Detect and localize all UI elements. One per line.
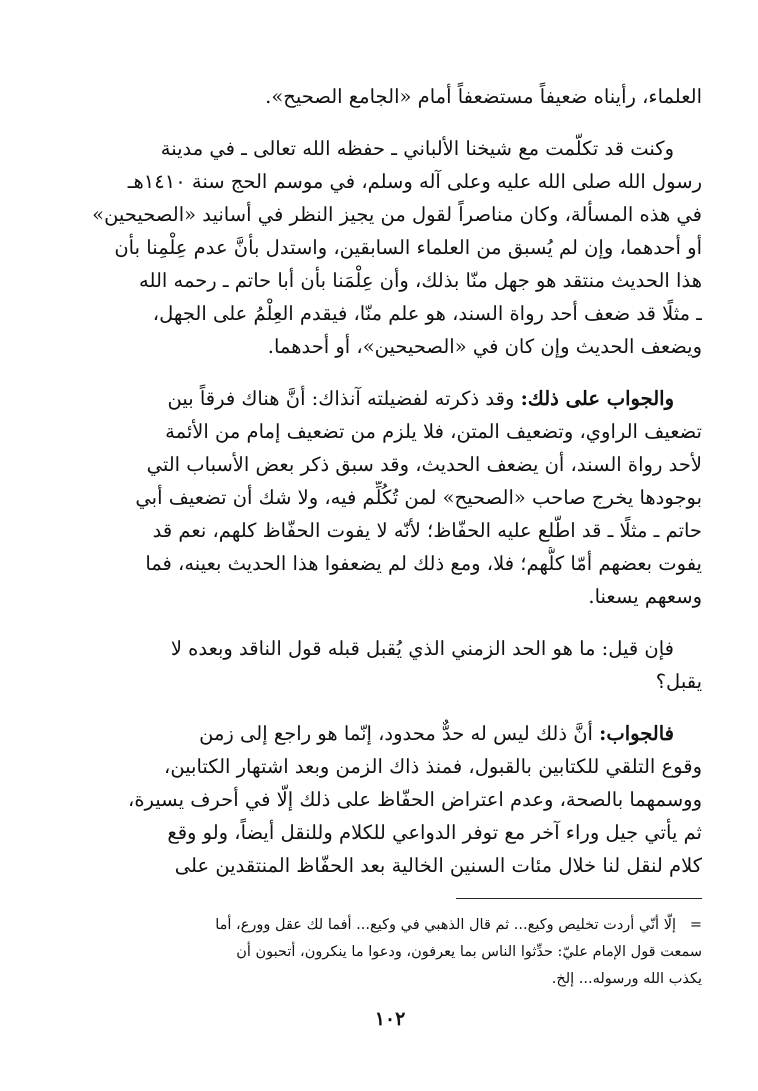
- text-line: يقبل؟: [655, 670, 702, 693]
- text-line: لأحد رواة السند، أن يضعف الحديث، وقد سبق ذكر بعض الأسباب التي: [146, 453, 702, 476]
- text-line: ـ مثلًا قد ضعف أحد رواة السند، هو علم منّا، فيقدم العِلْمُ على الجهل،: [152, 302, 702, 325]
- text-line: ثم يأتي جيل وراء آخر مع توفر الدواعي للكلام وللنقل أيضاً، ولو وقع: [167, 821, 702, 844]
- text-line-rest: وقد ذكرته لفضيلته آنذاك: أنَّ هناك فرقاً بين: [167, 387, 521, 410]
- footnote-line: سمعت قول الإمام عليّ: حدِّثوا الناس بما يعرفون، ودعوا ما ينكرون، أتحبون أن: [236, 944, 702, 960]
- text-line: ووسمهما بالصحة، وعدم اعتراض الحفّاظ على ذلك إلّا في أحرف يسيرة،: [128, 788, 702, 811]
- paragraph-1: [78, 80, 702, 113]
- paragraph-5: [78, 717, 702, 882]
- footnote: [78, 912, 702, 993]
- paragraph-lead: فالجواب:: [599, 722, 674, 745]
- footnote-line: [78, 912, 702, 939]
- footnote-continuation-mark: =: [689, 917, 702, 933]
- page-number: ١٠٢: [374, 1008, 406, 1030]
- text-line: وقوع التلقي للكتابين بالقبول، فمنذ ذاك الزمن وبعد اشتهار الكتابين،: [164, 755, 702, 778]
- text-line: تضعيف الراوي، وتضعيف المتن، فلا يلزم من تضعيف إمام من الأئمة: [165, 420, 702, 443]
- paragraph-2: [78, 132, 702, 363]
- text-line: وسعهم يسعنا.: [588, 585, 702, 608]
- text-line: أو أحدهما، وإن لم يُسبق من العلماء السابقين، واستدل بأنَّ عدم عِلْمِنا بأن: [114, 236, 702, 259]
- footnote-line: يكذب الله ورسوله... إلخ.: [551, 971, 702, 987]
- text-line: ويضعف الحديث وإن كان في «الصحيحين»، أو أحدهما.: [267, 335, 702, 358]
- text-line: رسول الله صلى الله عليه وعلى آله وسلم، في موسم الحج سنة ١٤١٠هـ: [127, 170, 702, 193]
- text-line-rest: أنَّ ذلك ليس له حدٌّ محدود، إنّما هو راجع إلى زمن: [199, 722, 600, 745]
- text-line: يفوت بعضهم أمّا كلُّهم؛ فلا، ومع ذلك لم يضعفوا هذا الحديث بعينه، فما: [145, 552, 702, 575]
- text-line: حاتم ـ مثلًا ـ قد اطّلع عليه الحفّاظ؛ لأنّه لا يفوت الحفّاظ كلهم، نعم قد: [152, 519, 702, 542]
- footnote-divider: [456, 898, 702, 899]
- footnote-text: إلّا أنّي أردت تخليص وكيع... ثم قال الذهبي في وكيع... أفما لك عقل وورع، أما: [215, 917, 676, 933]
- text-line: بوجودها يخرج صاحب «الصحيح» لمن تُكُلِّم فيه، ولا شك أن تضعيف أبي: [135, 486, 702, 509]
- text-line: [78, 382, 702, 415]
- text-line: في هذه المسألة، وكان مناصراً لقول من يجيز النظر في أسانيد «الصحيحين»: [92, 203, 702, 226]
- text-line: فإن قيل: ما هو الحد الزمني الذي يُقبل قبله قول الناقد وبعده لا: [170, 637, 674, 660]
- text-line: وكنت قد تكلّمت مع شيخنا الألباني ـ حفظه الله تعالى ـ في مدينة: [160, 137, 674, 160]
- paragraph-4: [78, 632, 702, 698]
- paragraph-lead: والجواب على ذلك:: [520, 387, 674, 410]
- paragraph-3: [78, 382, 702, 613]
- text-line: العلماء، رأيناه ضعيفاً مستضعفاً أمام «الجامع الصحيح».: [265, 85, 702, 108]
- text-line: هذا الحديث منتقد هو جهل منّا بذلك، وأن عِلْمَنا بأن أبا حاتم ـ رحمه الله: [139, 269, 702, 292]
- book-page: [78, 80, 702, 1070]
- text-line: كلام لنقل لنا خلال مئات السنين الخالية بعد الحفّاظ المنتقدين على: [174, 854, 702, 877]
- text-line: [78, 717, 702, 750]
